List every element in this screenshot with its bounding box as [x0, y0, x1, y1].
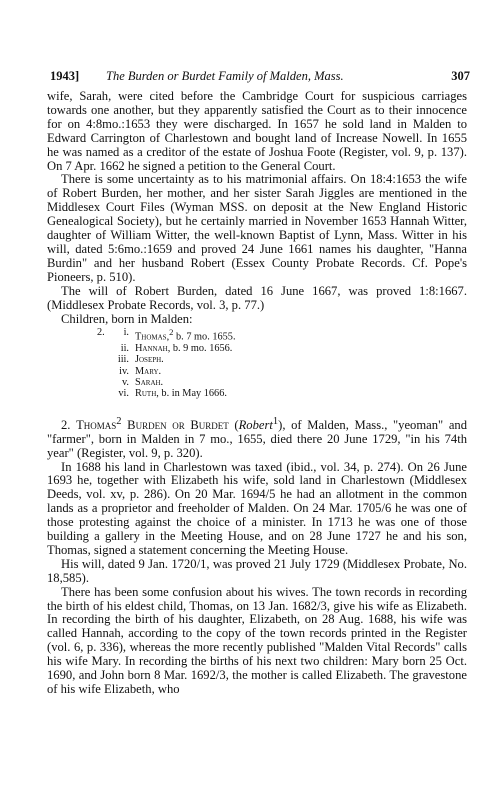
children-heading: Children, born in Malden:: [61, 311, 193, 326]
running-header: [50, 70, 470, 86]
child-roman-numeral: ii.: [120, 343, 129, 355]
page-body: [47, 90, 467, 697]
paragraph-wives: There has been some confusion about his wives. The town records in recording the birth of his eldest child, Thomas, on 13 Jan. 1682/3, give his wife as Elizabeth. In recording the birth of his daughter, Elizabeth, on 28 Aug. 1688, his wife was called Hannah, according to the copy of the town records printed in the Register (vol. 6, p. 336), whereas the more recently published "Malden Vital Records" calls his wife Mary. In recording the births of his next two children: Mary born 25 Oct. 1690, and John born 8 Mar. 1692/3, the mother is called Elizabeth. The gravestone of his wife Elizabeth, who: [47, 584, 467, 697]
section-given-name: Thomas: [76, 417, 117, 432]
child-entry: [97, 343, 467, 354]
section-intro-paragraph: 2. Thomas$^2$ Burden or Burdet (Robert$^1$), of Malden, Mass., "yeoman" and "farmer", born in Malden in 7 mo., 1655, died there 20 June 1729, "in his 74th year" (Register, vol. 9, p. 320).: [47, 415, 467, 460]
paragraph-thomas-will: His will, dated 9 Jan. 1720/1, was proved 21 July 1729 (Middlesex Probate, No. 18,585).: [47, 556, 467, 585]
paragraph-matrimonial: There is some uncertainty as to his matrimonial affairs. On 18:4:1653 the wife of Robert Burden, her mother, and her sister Sarah Jiggles are mentioned in the Middlesex Court Files (Wyman MSS. on deposit at the New England Historic Genealogical Society), but he certainly married in November 1653 Hannah Witter, daughter of William Witter, the well-known Baptist of Lynn, Mass. Witter in his will, dated 5:6mo.:1659 and proved 24 June 1661 names his daughter, "Hanna Burdin" and her husband Robert (Essex County Probate Records. Cf. Pope's Pioneers, p. 510).: [47, 172, 467, 284]
child-detail: b. in May 1666.: [158, 388, 227, 400]
header-year: 1943]: [50, 69, 80, 83]
paragraph-will: The will of Robert Burden, dated 16 June 1667, was proved 1:8:1667. (Middlesex Probate Records, vol. 3, p. 77.): [47, 283, 467, 312]
section-intro-text: ), of Malden, Mass., "yeoman" and "farmer", born in Malden in 7 mo., 1655, died there 20 June 1729, "in his 74th year" (Register, vol. 9, p. 320).: [47, 417, 467, 460]
child-entry: [97, 366, 467, 377]
child-number: [97, 377, 111, 388]
child-number: [97, 388, 111, 399]
child-number: 2.: [97, 327, 105, 339]
child-entry: [97, 354, 467, 365]
children-list: [97, 327, 467, 399]
child-number: [97, 366, 111, 377]
child-entry: [97, 377, 467, 388]
child-text: [135, 366, 161, 377]
child-number: [97, 343, 111, 354]
section-surname: Burden or Burdet: [121, 417, 229, 432]
child-entry: [97, 388, 467, 399]
child-roman-numeral: vi.: [118, 388, 129, 400]
child-roman-numeral: i.: [123, 327, 129, 339]
child-roman-numeral: iv.: [119, 365, 129, 377]
section-name-generation: 2: [116, 415, 122, 427]
child-name: Thomas,: [135, 331, 170, 343]
paragraph-land: In 1688 his land in Charlestown was taxed (ibid., vol. 34, p. 274). On 26 June 1693 he, together with Elizabeth his wife, sold land in Charlestown (Middlesex Deeds, vol. xv, p. 286). On 20 Mar. 1694/5 he had an allotment in the common lands as a proprietor and freeholder of Malden. On 24 Mar. 1705/6 he was one of those protesting against the choice of a minister. In 1713 he was one of those building a gallery in the Meeting House, and on 28 June 1727 he and his son, Thomas, signed a statement concerning the Meeting House.: [47, 459, 467, 557]
section-number: 2.: [61, 417, 71, 432]
child-text: [135, 327, 236, 343]
child-detail: b. 9 mo. 1656.: [170, 343, 233, 355]
child-text: [135, 343, 232, 354]
header-title: The Burden or Burdet Family of Malden, Mass.: [106, 69, 344, 83]
section-thomas-burden: [47, 415, 467, 697]
child-name: Joseph.: [135, 354, 164, 366]
section-parent-generation: 1: [272, 415, 279, 427]
child-roman-numeral: v.: [121, 377, 129, 389]
section-parent-name: Robert: [238, 417, 273, 432]
child-generation: 2: [169, 327, 174, 338]
paragraph-continued: wife, Sarah, were cited before the Cambridge Court for suspicious carriages towards one another, but they apparently satisfied the Court as to their innocence for on 4:8mo.:1653 they were discharged. In 1657 he sold land in Malden to Edward Carrington of Charlestown and bought land of Increase Nowell. In 1655 he was named as a creditor of the estate of Joshua Foote (Register, vol. 9, p. 137). On 7 Apr. 1662 he signed a petition to the General Court.: [47, 89, 467, 173]
child-number: [97, 354, 111, 365]
child-text: [135, 354, 164, 365]
child-name: Mary.: [135, 365, 162, 377]
child-roman-numeral: iii.: [117, 354, 129, 366]
child-text: [135, 388, 227, 399]
page-number: 307: [451, 69, 470, 83]
child-name: Ruth,: [135, 388, 159, 400]
child-entry: [97, 327, 467, 343]
child-name: Sarah.: [135, 377, 164, 389]
child-detail: b. 7 mo. 1655.: [173, 331, 236, 343]
child-text: [135, 377, 163, 388]
child-name: Hannah,: [135, 343, 171, 355]
